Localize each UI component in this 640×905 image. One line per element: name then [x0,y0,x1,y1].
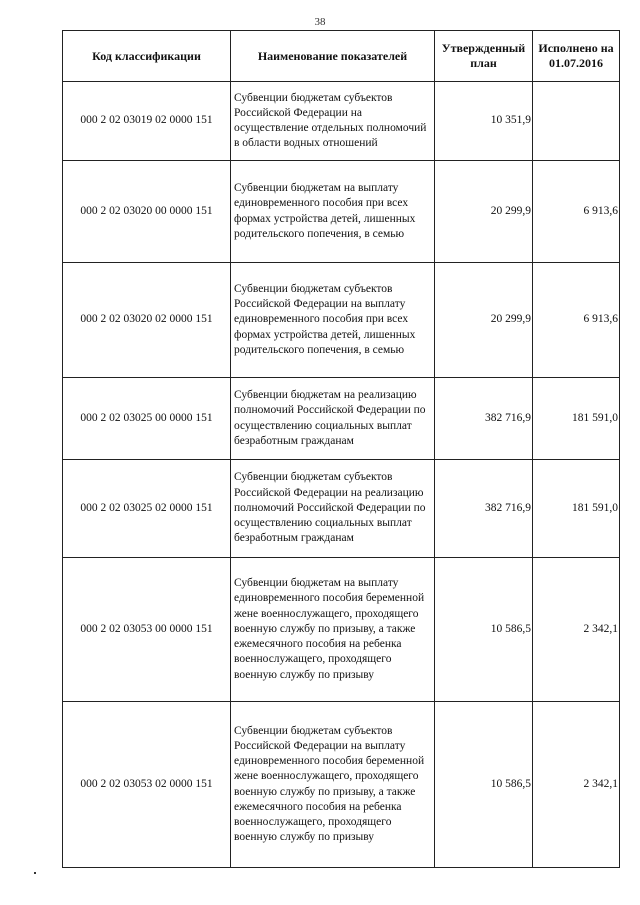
budget-table [62,30,620,868]
row-code: 000 2 02 03025 00 0000 151 [63,378,231,460]
row-done [533,82,620,161]
header-done: Исполнено на 01.07.2016 [533,31,620,82]
row-plan: 382 716,9 [435,378,533,460]
row-plan: 20 299,9 [435,263,533,378]
stray-mark [34,872,36,874]
row-name: Субвенции бюджетам на выплату единовременного пособия при всех формах устройства детей, лишенных родительского попечения, в семью [231,161,435,263]
row-name: Субвенции бюджетам субъектов Российской Федерации на выплату единовременного пособия при всех формах устройства детей, лишенных родительского попечения, в семью [231,263,435,378]
row-plan: 382 716,9 [435,460,533,558]
row-code: 000 2 02 03053 00 0000 151 [63,558,231,702]
row-name: Субвенции бюджетам субъектов Российской Федерации на реализацию полномочий Российской Федерации по осуществлению социальных выплат безработным гражданам [231,460,435,558]
row-plan: 10 586,5 [435,558,533,702]
table-row [63,558,620,702]
row-done: 181 591,0 [533,378,620,460]
table-row [63,82,620,161]
header-code: Код классификации [63,31,231,82]
row-done: 6 913,6 [533,263,620,378]
page-number: 38 [314,16,326,28]
table-row [63,702,620,868]
row-plan: 20 299,9 [435,161,533,263]
row-code: 000 2 02 03019 02 0000 151 [63,82,231,161]
table-row [63,263,620,378]
row-done: 2 342,1 [533,558,620,702]
row-done: 6 913,6 [533,161,620,263]
row-name: Субвенции бюджетам субъектов Российской Федерации на осуществление отдельных полномочий в области водных отношений [231,82,435,161]
row-code: 000 2 02 03020 00 0000 151 [63,161,231,263]
table-row [63,161,620,263]
row-plan: 10 351,9 [435,82,533,161]
row-name: Субвенции бюджетам на выплату единовременного пособия беременной жене военнослужащего, проходящего военную службу по призыву, а также ежемесячного пособия на ребенка военнослужащего, проходящего военную службу по призыву [231,558,435,702]
header-name: Наименование показателей [231,31,435,82]
row-name: Субвенции бюджетам субъектов Российской Федерации на выплату единовременного пособия беременной жене военнослужащего, проходящего военную службу по призыву, а также ежемесячного пособия на ребенка военнослужащего, проходящего военную службу по призыву [231,702,435,868]
row-code: 000 2 02 03020 02 0000 151 [63,263,231,378]
table-row [63,378,620,460]
header-plan: Утвержденный план [435,31,533,82]
row-done: 181 591,0 [533,460,620,558]
row-code: 000 2 02 03025 02 0000 151 [63,460,231,558]
table-header-row [63,31,620,82]
row-plan: 10 586,5 [435,702,533,868]
row-name: Субвенции бюджетам на реализацию полномочий Российской Федерации по осуществлению социальных выплат безработным гражданам [231,378,435,460]
row-code: 000 2 02 03053 02 0000 151 [63,702,231,868]
row-done: 2 342,1 [533,702,620,868]
table-row [63,460,620,558]
